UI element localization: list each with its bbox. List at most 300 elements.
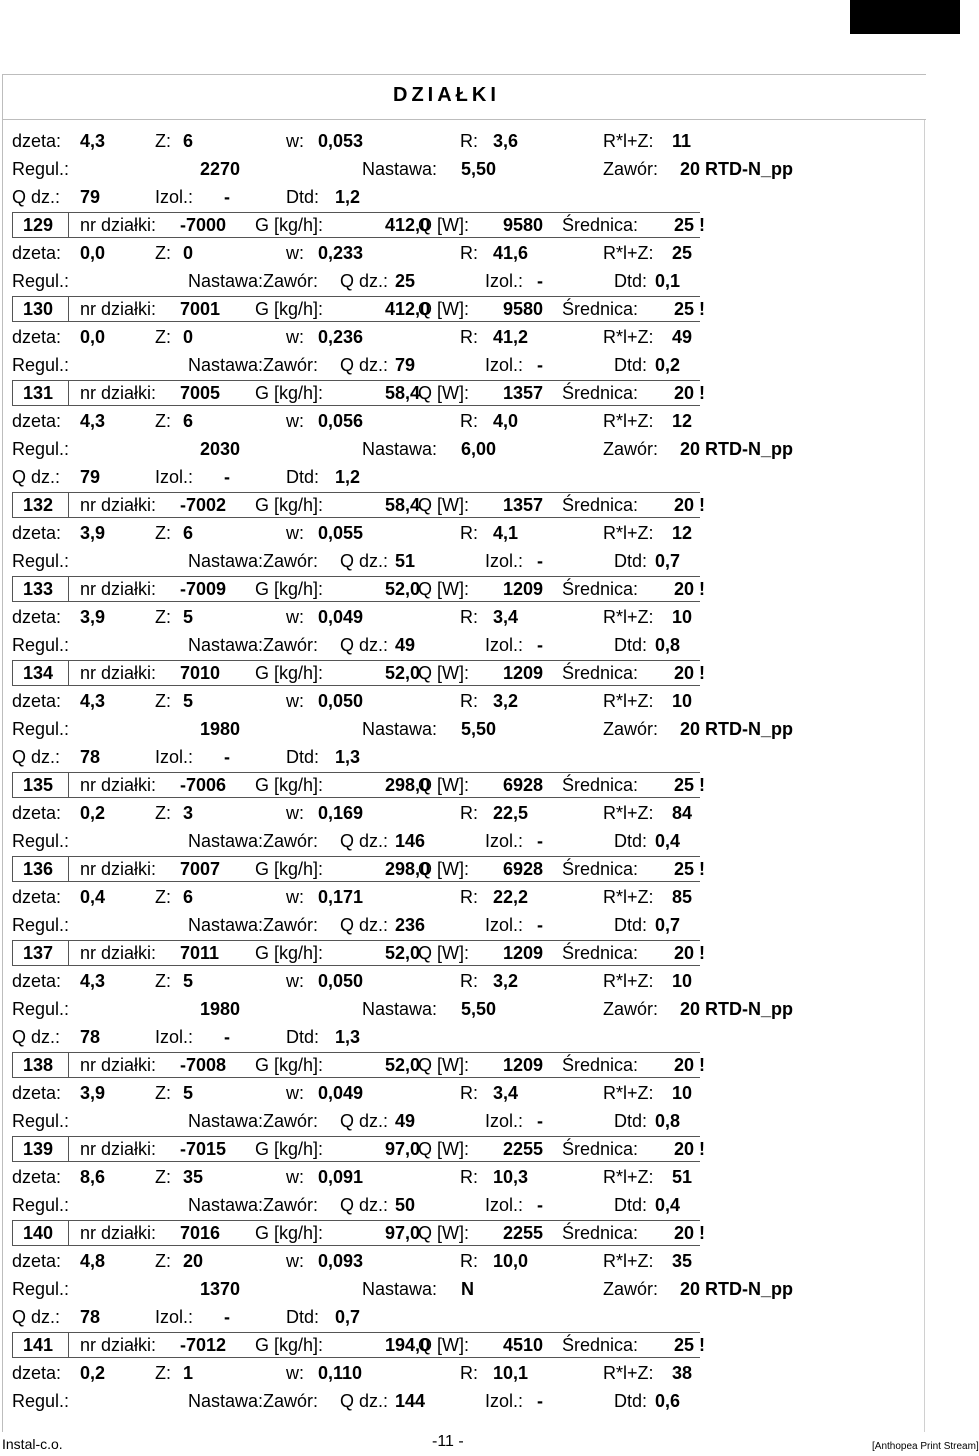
qdz-label: Q dz.: (340, 355, 389, 375)
g-value: 58,4 (385, 495, 421, 515)
section-number-box: 136 (12, 856, 69, 882)
section-bottom-rule (12, 405, 700, 406)
dtd-label: Dtd: (614, 355, 648, 375)
r-label: R: (460, 691, 478, 711)
w-value: 0,169 (318, 803, 364, 823)
srednica-value: 20 ! (674, 943, 706, 963)
section-number-box: 138 (12, 1052, 69, 1078)
z-label: Z: (155, 411, 171, 431)
dzeta-value: 4,3 (80, 131, 106, 151)
dtd-value: 0,8 (655, 1111, 681, 1131)
section-bottom-rule (12, 797, 700, 798)
z-value: 0 (183, 327, 194, 347)
w-value: 0,171 (318, 887, 364, 907)
srednica-value: 20 ! (674, 1223, 706, 1243)
nr-label: nr działki: (80, 1055, 157, 1075)
qdz-value: 49 (395, 635, 416, 655)
w-label: w: (286, 131, 304, 151)
r-value: 10,3 (493, 1167, 529, 1187)
g-label: G [kg/h]: (255, 579, 324, 599)
rlz-value: 49 (672, 327, 693, 347)
regul-label: Regul.: (12, 719, 70, 739)
nr-value: 7016 (180, 1223, 221, 1243)
g-value: 58,4 (385, 383, 421, 403)
rlz-value: 10 (672, 691, 693, 711)
w-label: w: (286, 887, 304, 907)
izol-value: - (537, 915, 543, 935)
w-label: w: (286, 327, 304, 347)
dtd-label: Dtd: (614, 635, 648, 655)
srednica-value: 25 ! (674, 775, 706, 795)
srednica-label: Średnica: (562, 1223, 639, 1243)
dzeta-label: dzeta: (12, 243, 62, 263)
q-label: Q [W]: (418, 943, 469, 963)
regul-value: 2030 (200, 439, 241, 459)
r-value: 3,6 (493, 131, 519, 151)
srednica-value: 25 ! (674, 215, 706, 235)
izol-label: Izol.: (485, 271, 524, 291)
q-label: Q [W]: (418, 775, 469, 795)
dzeta-label: dzeta: (12, 131, 62, 151)
izol-label: Izol.: (155, 1307, 194, 1327)
srednica-value: 20 ! (674, 383, 706, 403)
w-label: w: (286, 1167, 304, 1187)
q-value: 9580 (503, 299, 544, 319)
q-label: Q [W]: (418, 495, 469, 515)
dzeta-value: 8,6 (80, 1167, 106, 1187)
g-label: G [kg/h]: (255, 663, 324, 683)
qdz-label: Q dz.: (12, 1027, 61, 1047)
nr-value: -7000 (180, 215, 227, 235)
izol-value: - (537, 1111, 543, 1131)
nr-label: nr działki: (80, 579, 157, 599)
nr-label: nr działki: (80, 775, 157, 795)
rlz-label: R*l+Z: (603, 1251, 654, 1271)
srednica-value: 25 ! (674, 859, 706, 879)
z-value: 6 (183, 411, 194, 431)
regul-value: 1980 (200, 719, 241, 739)
dzeta-label: dzeta: (12, 1251, 62, 1271)
q-value: 1209 (503, 1055, 544, 1075)
nastawa-value: 5,50 (461, 999, 497, 1019)
rlz-label: R*l+Z: (603, 1363, 654, 1383)
izol-label: Izol.: (485, 831, 524, 851)
dzeta-value: 0,2 (80, 1363, 106, 1383)
nr-label: nr działki: (80, 859, 157, 879)
z-label: Z: (155, 1363, 171, 1383)
section-top-rule (12, 1332, 700, 1333)
section-bottom-rule (12, 1161, 700, 1162)
dtd-label: Dtd: (286, 187, 320, 207)
section-number-box: 130 (12, 296, 69, 322)
regul-label: Regul.: (12, 1391, 70, 1411)
r-label: R: (460, 1167, 478, 1187)
rlz-value: 38 (672, 1363, 693, 1383)
z-label: Z: (155, 607, 171, 627)
regul-value: 1370 (200, 1279, 241, 1299)
corner-block (850, 0, 960, 34)
w-label: w: (286, 1251, 304, 1271)
q-label: Q [W]: (418, 299, 469, 319)
section-top-rule (12, 492, 700, 493)
nr-value: 7011 (180, 943, 220, 963)
dzeta-value: 4,3 (80, 411, 106, 431)
g-label: G [kg/h]: (255, 1055, 324, 1075)
regul-label: Regul.: (12, 999, 70, 1019)
zawor-value: 20 RTD-N_pp (680, 439, 794, 459)
izol-label: Izol.: (485, 1111, 524, 1131)
z-label: Z: (155, 1167, 171, 1187)
qdz-value: 146 (395, 831, 426, 851)
dtd-value: 1,3 (335, 747, 361, 767)
section-top-rule (12, 660, 700, 661)
z-value: 0 (183, 243, 194, 263)
nastawa-zawor-label: Nastawa:Zawór: (188, 355, 319, 375)
srednica-value: 20 ! (674, 1139, 706, 1159)
dzeta-label: dzeta: (12, 411, 62, 431)
r-label: R: (460, 131, 478, 151)
w-value: 0,049 (318, 1083, 364, 1103)
q-value: 6928 (503, 775, 544, 795)
qdz-label: Q dz.: (340, 551, 389, 571)
izol-value: - (224, 1027, 230, 1047)
nr-value: 7001 (180, 299, 221, 319)
srednica-label: Średnica: (562, 1139, 639, 1159)
dzeta-label: dzeta: (12, 691, 62, 711)
srednica-value: 25 ! (674, 1335, 706, 1355)
w-value: 0,053 (318, 131, 364, 151)
g-label: G [kg/h]: (255, 1335, 324, 1355)
srednica-value: 20 ! (674, 495, 706, 515)
zawor-label: Zawór: (603, 1279, 659, 1299)
g-label: G [kg/h]: (255, 1223, 324, 1243)
regul-label: Regul.: (12, 271, 70, 291)
rlz-label: R*l+Z: (603, 691, 654, 711)
dzeta-label: dzeta: (12, 887, 62, 907)
w-label: w: (286, 803, 304, 823)
regul-label: Regul.: (12, 831, 70, 851)
q-label: Q [W]: (418, 579, 469, 599)
g-label: G [kg/h]: (255, 299, 324, 319)
w-value: 0,049 (318, 607, 364, 627)
rlz-value: 10 (672, 607, 693, 627)
r-label: R: (460, 971, 478, 991)
rlz-label: R*l+Z: (603, 327, 654, 347)
nr-label: nr działki: (80, 215, 157, 235)
w-value: 0,050 (318, 691, 364, 711)
section-top-rule (12, 1052, 700, 1053)
g-value: 298,0 (385, 775, 431, 795)
zawor-value: 20 RTD-N_pp (680, 999, 794, 1019)
nr-value: 7007 (180, 859, 221, 879)
section-top-rule (12, 380, 700, 381)
footer-print-stamp: [Anthopea Print Stream] (872, 1441, 979, 1452)
rlz-value: 51 (672, 1167, 693, 1187)
rlz-value: 10 (672, 1083, 693, 1103)
dtd-label: Dtd: (614, 271, 648, 291)
qdz-label: Q dz.: (340, 831, 389, 851)
dzeta-label: dzeta: (12, 327, 62, 347)
regul-label: Regul.: (12, 551, 70, 571)
dtd-value: 0,4 (655, 1195, 681, 1215)
r-label: R: (460, 1251, 478, 1271)
izol-value: - (537, 355, 543, 375)
r-value: 10,1 (493, 1363, 529, 1383)
z-value: 6 (183, 887, 194, 907)
z-label: Z: (155, 523, 171, 543)
regul-label: Regul.: (12, 915, 70, 935)
g-value: 298,0 (385, 859, 431, 879)
section-number-box: 134 (12, 660, 69, 686)
dtd-value: 0,1 (655, 271, 681, 291)
g-label: G [kg/h]: (255, 495, 324, 515)
qdz-label: Q dz.: (340, 1391, 389, 1411)
rlz-label: R*l+Z: (603, 971, 654, 991)
section-number-box: 137 (12, 940, 69, 966)
qdz-label: Q dz.: (340, 271, 389, 291)
rlz-value: 84 (672, 803, 693, 823)
nastawa-label: Nastawa: (362, 439, 438, 459)
rlz-label: R*l+Z: (603, 243, 654, 263)
nr-label: nr działki: (80, 299, 157, 319)
izol-label: Izol.: (485, 551, 524, 571)
zawor-label: Zawór: (603, 159, 659, 179)
srednica-value: 20 ! (674, 579, 706, 599)
izol-value: - (224, 187, 230, 207)
qdz-label: Q dz.: (340, 915, 389, 935)
dzeta-value: 4,3 (80, 691, 106, 711)
z-label: Z: (155, 887, 171, 907)
dtd-value: 1,3 (335, 1027, 361, 1047)
z-value: 5 (183, 971, 194, 991)
izol-label: Izol.: (155, 467, 194, 487)
nastawa-zawor-label: Nastawa:Zawór: (188, 271, 319, 291)
r-value: 22,2 (493, 887, 529, 907)
z-value: 3 (183, 803, 194, 823)
rlz-label: R*l+Z: (603, 1083, 654, 1103)
nastawa-zawor-label: Nastawa:Zawór: (188, 551, 319, 571)
qdz-label: Q dz.: (12, 467, 61, 487)
izol-value: - (537, 1195, 543, 1215)
zawor-value: 20 RTD-N_pp (680, 159, 794, 179)
qdz-label: Q dz.: (340, 1195, 389, 1215)
izol-value: - (224, 467, 230, 487)
g-label: G [kg/h]: (255, 383, 324, 403)
nastawa-label: Nastawa: (362, 1279, 438, 1299)
nastawa-zawor-label: Nastawa:Zawór: (188, 1195, 319, 1215)
section-top-rule (12, 772, 700, 773)
dtd-value: 1,2 (335, 467, 361, 487)
g-value: 412,0 (385, 299, 431, 319)
section-top-rule (12, 576, 700, 577)
z-value: 35 (183, 1167, 204, 1187)
r-label: R: (460, 887, 478, 907)
footer-company: Instal-c.o. (2, 1436, 63, 1452)
section-top-rule (12, 1220, 700, 1221)
rlz-label: R*l+Z: (603, 803, 654, 823)
izol-label: Izol.: (485, 1195, 524, 1215)
nastawa-label: Nastawa: (362, 159, 438, 179)
r-value: 10,0 (493, 1251, 529, 1271)
qdz-value: 236 (395, 915, 426, 935)
qdz-value: 51 (395, 551, 416, 571)
dzeta-label: dzeta: (12, 1083, 62, 1103)
qdz-value: 144 (395, 1391, 426, 1411)
dtd-label: Dtd: (614, 1111, 648, 1131)
izol-label: Izol.: (485, 915, 524, 935)
r-value: 4,1 (493, 523, 519, 543)
z-label: Z: (155, 327, 171, 347)
nr-label: nr działki: (80, 1335, 157, 1355)
dzeta-value: 0,2 (80, 803, 106, 823)
izol-label: Izol.: (485, 355, 524, 375)
qdz-value: 50 (395, 1195, 416, 1215)
q-value: 2255 (503, 1223, 544, 1243)
dzeta-label: dzeta: (12, 971, 62, 991)
nastawa-value: 5,50 (461, 159, 497, 179)
r-label: R: (460, 1363, 478, 1383)
dzeta-value: 3,9 (80, 607, 106, 627)
qdz-label: Q dz.: (340, 1111, 389, 1131)
nastawa-zawor-label: Nastawa:Zawór: (188, 635, 319, 655)
g-label: G [kg/h]: (255, 215, 324, 235)
q-value: 1209 (503, 663, 544, 683)
footer-page-number: -11 - (432, 1433, 464, 1450)
rlz-label: R*l+Z: (603, 887, 654, 907)
r-value: 41,2 (493, 327, 529, 347)
dtd-value: 1,2 (335, 187, 361, 207)
w-label: w: (286, 607, 304, 627)
section-bottom-rule (12, 685, 700, 686)
section-number-box: 133 (12, 576, 69, 602)
w-value: 0,236 (318, 327, 364, 347)
regul-value: 1980 (200, 999, 241, 1019)
z-value: 6 (183, 131, 194, 151)
qdz-value: 79 (80, 187, 101, 207)
r-value: 4,0 (493, 411, 519, 431)
w-label: w: (286, 1363, 304, 1383)
q-value: 1209 (503, 579, 544, 599)
nr-label: nr działki: (80, 1139, 157, 1159)
section-number-box: 131 (12, 380, 69, 406)
w-label: w: (286, 1083, 304, 1103)
nr-value: -7012 (180, 1335, 227, 1355)
qdz-value: 49 (395, 1111, 416, 1131)
w-value: 0,055 (318, 523, 364, 543)
q-value: 6928 (503, 859, 544, 879)
rlz-label: R*l+Z: (603, 523, 654, 543)
qdz-value: 79 (395, 355, 416, 375)
dzeta-label: dzeta: (12, 1167, 62, 1187)
section-bottom-rule (12, 517, 700, 518)
r-value: 3,2 (493, 971, 519, 991)
z-value: 1 (183, 1363, 194, 1383)
rlz-value: 12 (672, 523, 693, 543)
section-bottom-rule (12, 1077, 700, 1078)
regul-label: Regul.: (12, 355, 70, 375)
rlz-label: R*l+Z: (603, 1167, 654, 1187)
nr-value: -7008 (180, 1055, 227, 1075)
nastawa-label: Nastawa: (362, 719, 438, 739)
q-label: Q [W]: (418, 859, 469, 879)
srednica-label: Średnica: (562, 1335, 639, 1355)
srednica-label: Średnica: (562, 663, 639, 683)
qdz-label: Q dz.: (340, 635, 389, 655)
q-label: Q [W]: (418, 215, 469, 235)
rlz-value: 12 (672, 411, 693, 431)
section-number-box: 132 (12, 492, 69, 518)
g-label: G [kg/h]: (255, 943, 324, 963)
frame-left-border (2, 120, 3, 1432)
w-label: w: (286, 411, 304, 431)
r-value: 41,6 (493, 243, 529, 263)
dzeta-value: 4,8 (80, 1251, 106, 1271)
rlz-value: 25 (672, 243, 693, 263)
dzeta-value: 0,0 (80, 327, 106, 347)
section-number-box: 139 (12, 1136, 69, 1162)
izol-value: - (224, 1307, 230, 1327)
section-number-box: 129 (12, 212, 69, 238)
dzeta-value: 3,9 (80, 1083, 106, 1103)
g-value: 194,0 (385, 1335, 431, 1355)
r-label: R: (460, 803, 478, 823)
z-label: Z: (155, 691, 171, 711)
r-label: R: (460, 411, 478, 431)
w-value: 0,056 (318, 411, 364, 431)
zawor-label: Zawór: (603, 719, 659, 739)
nr-value: 7005 (180, 383, 221, 403)
regul-label: Regul.: (12, 159, 70, 179)
srednica-label: Średnica: (562, 1055, 639, 1075)
q-label: Q [W]: (418, 663, 469, 683)
dzeta-value: 3,9 (80, 523, 106, 543)
dzeta-label: dzeta: (12, 1363, 62, 1383)
r-label: R: (460, 607, 478, 627)
section-bottom-rule (12, 965, 700, 966)
g-value: 97,0 (385, 1223, 421, 1243)
zawor-label: Zawór: (603, 999, 659, 1019)
r-value: 3,2 (493, 691, 519, 711)
nr-label: nr działki: (80, 495, 157, 515)
w-value: 0,233 (318, 243, 364, 263)
nr-value: -7009 (180, 579, 227, 599)
qdz-value: 78 (80, 747, 101, 767)
rlz-label: R*l+Z: (603, 607, 654, 627)
g-label: G [kg/h]: (255, 859, 324, 879)
srednica-value: 20 ! (674, 1055, 706, 1075)
dtd-label: Dtd: (614, 831, 648, 851)
izol-label: Izol.: (485, 1391, 524, 1411)
dzeta-value: 0,0 (80, 243, 106, 263)
izol-label: Izol.: (485, 635, 524, 655)
dtd-value: 0,6 (655, 1391, 681, 1411)
g-value: 412,0 (385, 215, 431, 235)
g-value: 52,0 (385, 579, 421, 599)
frame-right-border (924, 120, 925, 1432)
srednica-value: 20 ! (674, 663, 706, 683)
rlz-label: R*l+Z: (603, 411, 654, 431)
section-bottom-rule (12, 321, 700, 322)
g-value: 97,0 (385, 1139, 421, 1159)
r-label: R: (460, 327, 478, 347)
r-label: R: (460, 243, 478, 263)
section-bottom-rule (12, 601, 700, 602)
section-number-box: 135 (12, 772, 69, 798)
dtd-label: Dtd: (614, 1391, 648, 1411)
dtd-label: Dtd: (286, 747, 320, 767)
section-top-rule (12, 1136, 700, 1137)
dtd-label: Dtd: (286, 467, 320, 487)
